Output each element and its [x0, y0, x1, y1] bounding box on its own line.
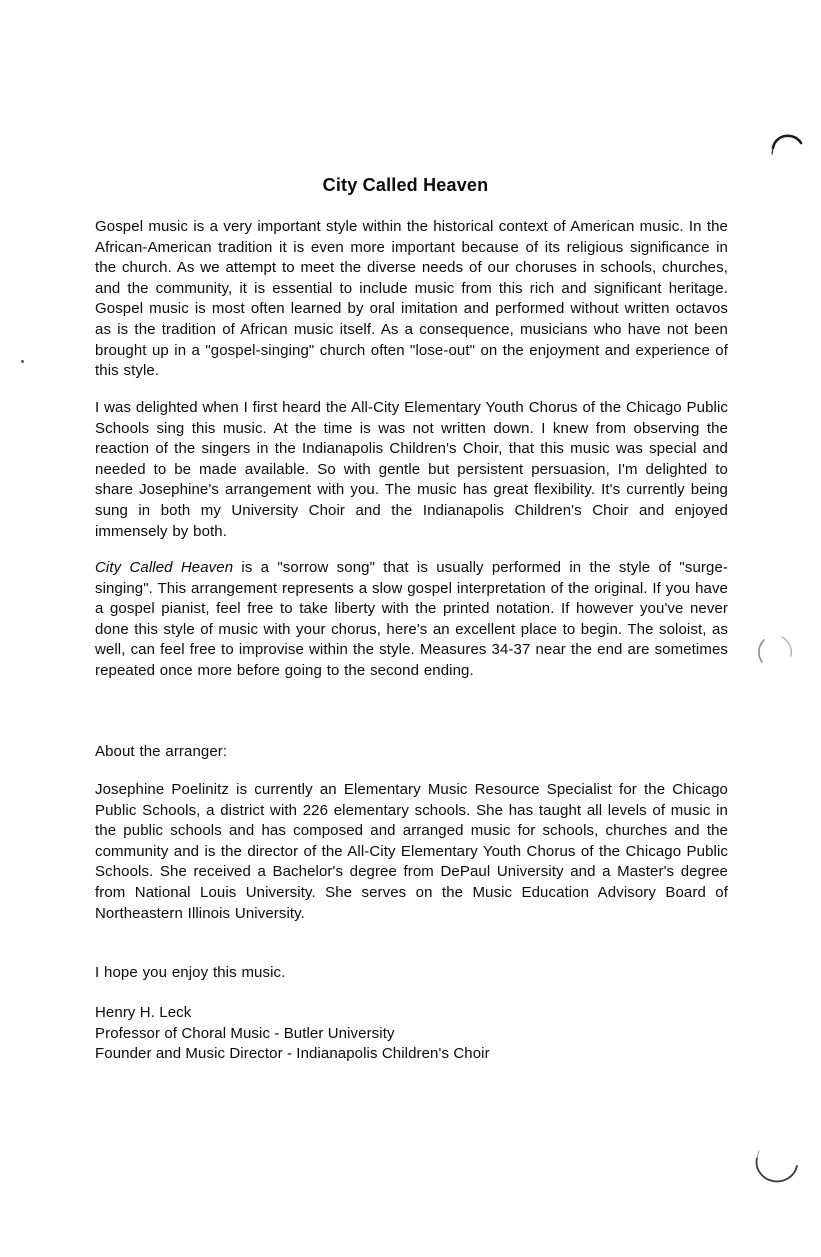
- paragraph-arranger-bio: Josephine Poelinitz is currently an Elementary Music Resource Specialist for the Chicago Public Schools, a district with 226 elementary schools. She has taught all levels of music in the public schools and has composed and arranged music for schools, churches and the community and is the director of the All-City Elementary Youth Chorus of the Chicago Public Schools. She received a Bachelor's degree from DePaul University and a Master's degree from National Louis University. She serves on the Music Education Advisory Board of Northeastern Illinois University.: [95, 781, 728, 922]
- scan-mark-top-arc: [768, 126, 808, 162]
- signature-name: Henry H. Leck: [95, 1004, 192, 1021]
- signature-role-line: Founder and Music Director - Indianapolis Children's Choir: [95, 1045, 490, 1063]
- paragraph-gospel-music: Gospel music is a very important style within the historical context of American music. In the African-American tradition it is even more important because of its religious significance in the church. As we attempt to meet the diverse needs of our choruses in schools, churches, and the community, it is essential to include music from this rich and significant heritage. Gospel music is most often learned by oral imitation and performed without written octavos as is the tradition of African music itself. As a consequence, musicians who have not been brought up in a "gospel-singing" church often "lose-out" on the enjoyment and experience of this style.: [95, 218, 728, 380]
- paragraph-sorrow-song: [95, 558, 728, 682]
- scan-mark-middle-circle: [748, 630, 804, 682]
- scan-mark-bottom-arc: [750, 1146, 806, 1194]
- scan-speck: [21, 360, 24, 363]
- song-title-italic: City Called Heaven: [95, 559, 234, 576]
- document-title: City Called Heaven: [322, 175, 489, 195]
- signature-block: [95, 1003, 735, 1065]
- about-arranger-label: About the arranger:: [95, 743, 228, 760]
- paragraph-sorrow-song-rest: is a "sorrow song" that is usually performed in the style of "surge-singing". This arrangement represents a slow gospel interpretation of the original. If you have a gospel pianist, feel free to take liberty with the printed notation. If however you've never done this style of music with your chorus, here's an excellent place to begin. The soloist, as well, can feel free to improvise within the style. Measures 34-37 near the end are sometimes repeated once more before going to the second ending.: [95, 559, 728, 679]
- closing-line: I hope you enjoy this music.: [95, 964, 286, 981]
- signature-title-line: Professor of Choral Music - Butler University: [95, 1024, 395, 1042]
- paragraph-first-heard: I was delighted when I first heard the All-City Elementary Youth Chorus of the Chicago Public Schools sing this music. At the time is was not written down. I knew from observing the reaction of the singers in the Indianapolis Children's Choir, that this music was special and needed to be made available. So with gentle but persistent persuasion, I'm delighted to share Josephine's arrangement with you. The music has great flexibility. It's currently being sung in both my University Choir and the Indianapolis Children's Choir and enjoyed immensely by both.: [95, 399, 728, 540]
